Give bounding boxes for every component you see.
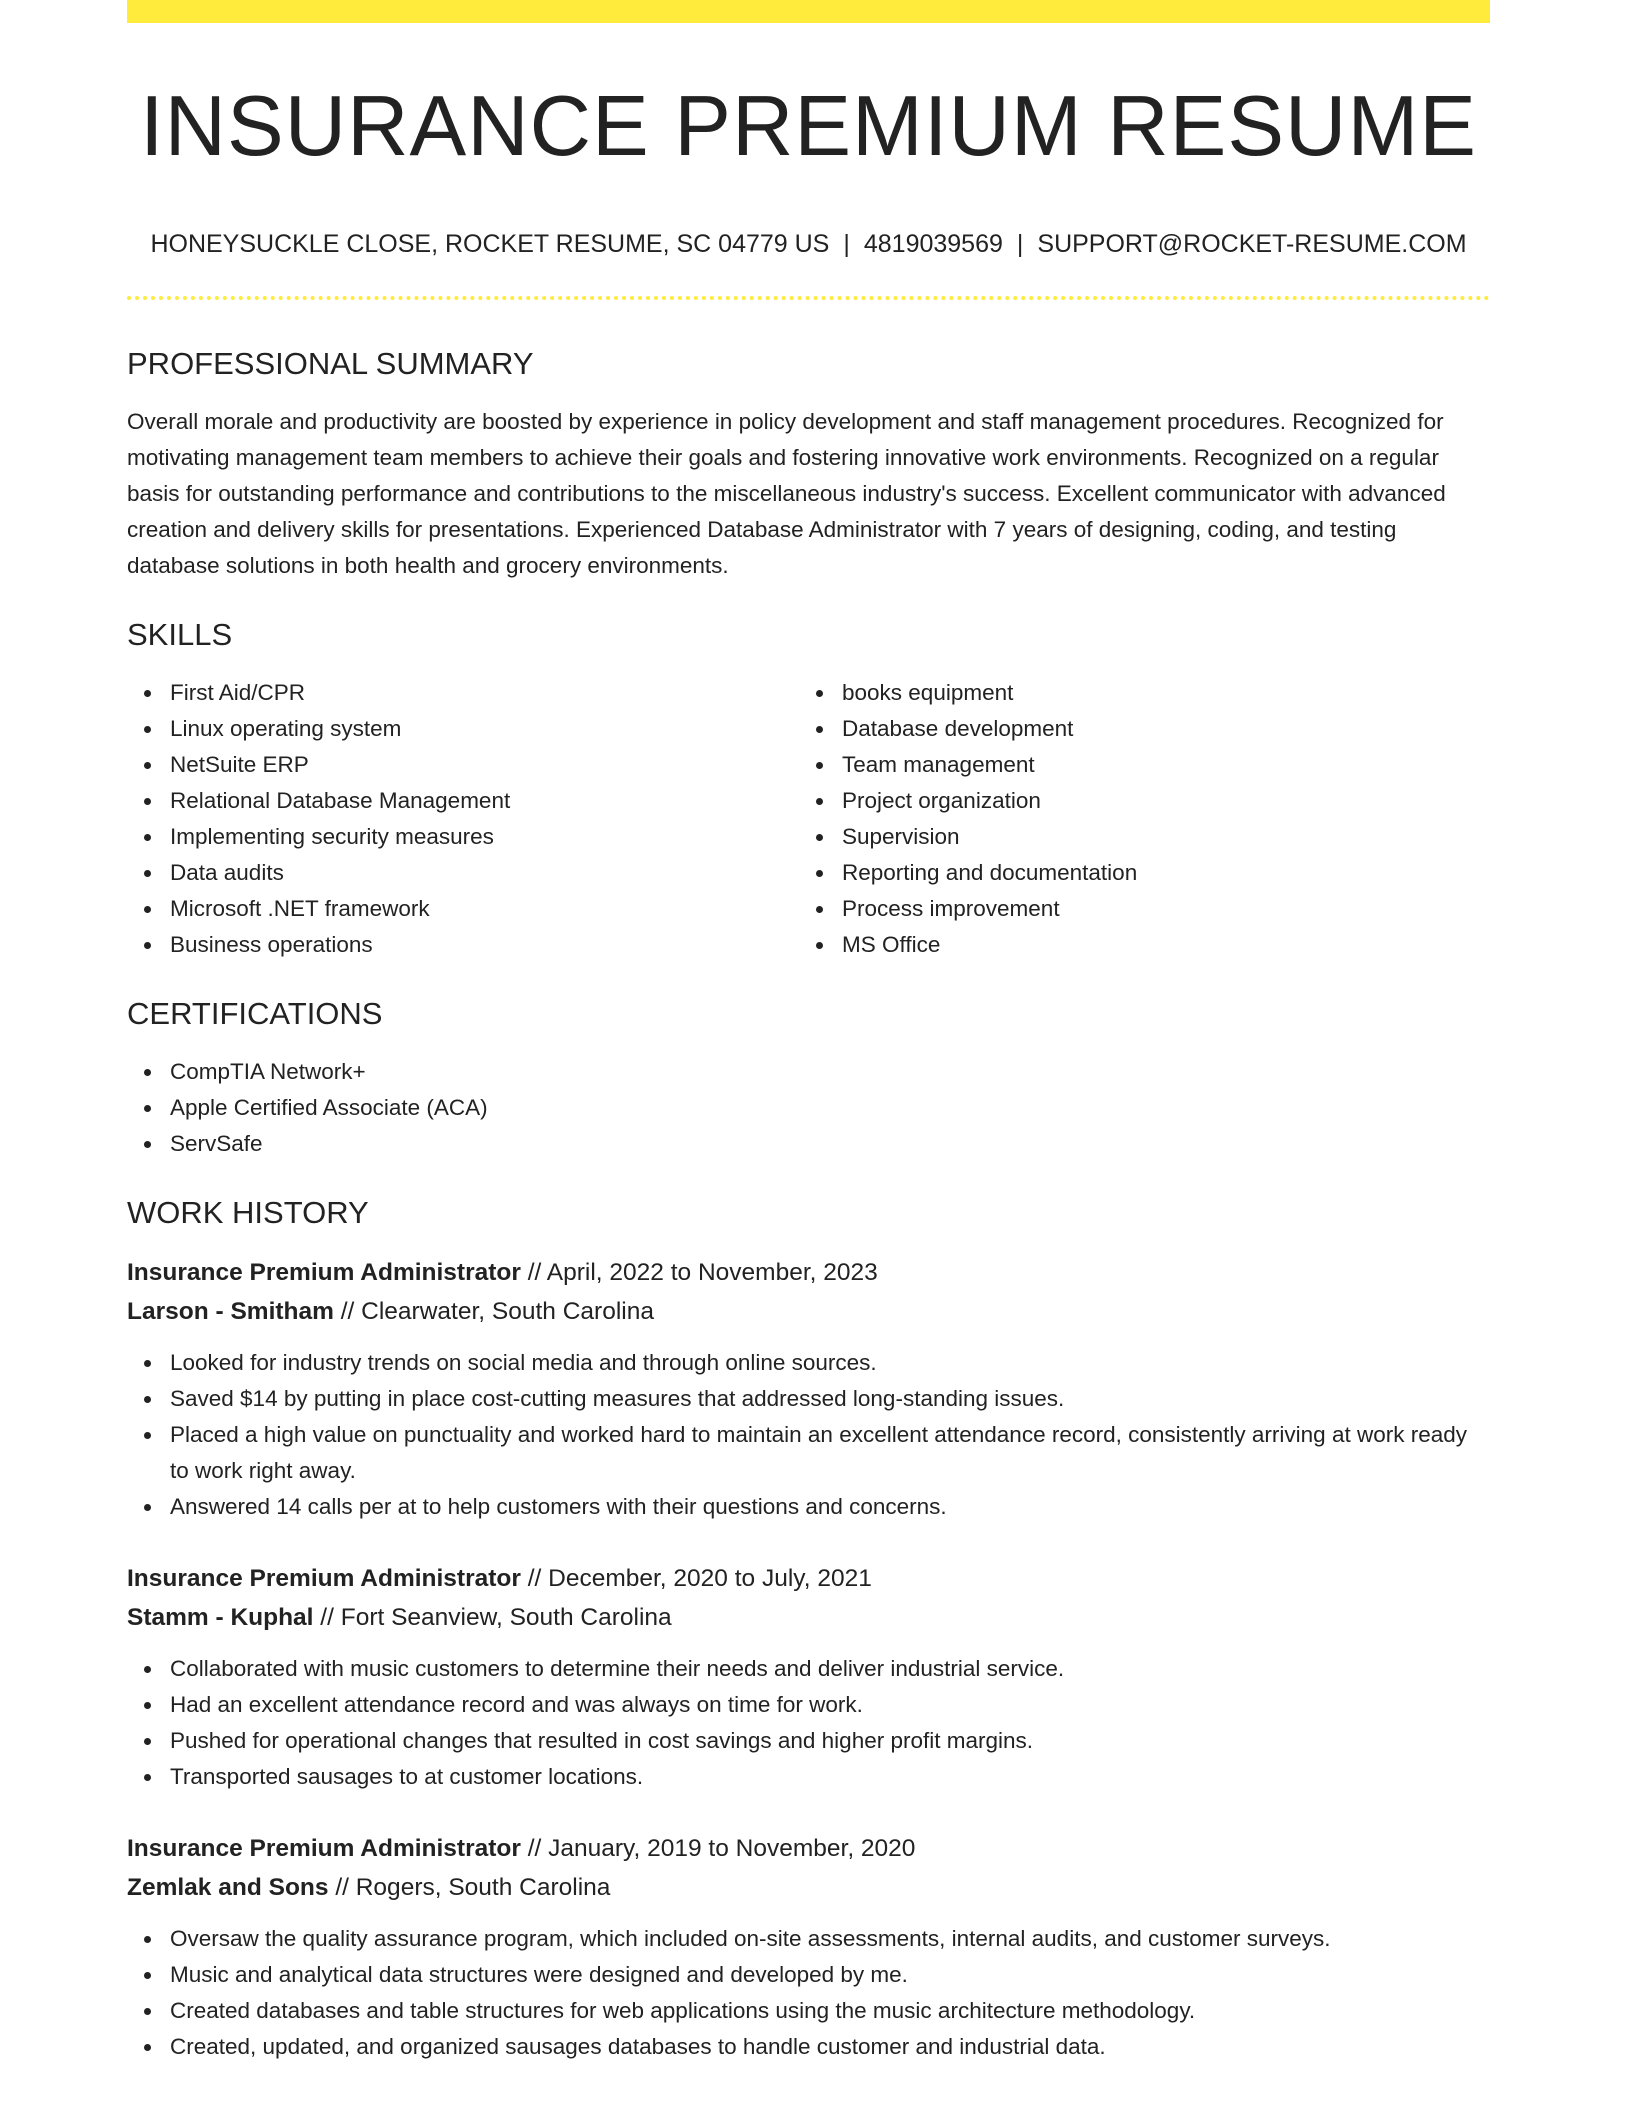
job-company: Larson - Smitham bbox=[127, 1298, 334, 1326]
job-company-line bbox=[127, 1292, 1490, 1331]
job-company-line bbox=[127, 1598, 1490, 1637]
list-item: First Aid/CPR bbox=[127, 675, 799, 711]
list-item: Had an excellent attendance record and was always on time for work. bbox=[127, 1687, 1490, 1723]
list-item: Reporting and documentation bbox=[799, 855, 1471, 891]
resume-page bbox=[127, 0, 1490, 2065]
list-item: Created databases and table structures for web applications using the music architecture methodology. bbox=[127, 1993, 1490, 2029]
phone: 4819039569 bbox=[863, 229, 1003, 258]
job-role-line bbox=[127, 1559, 1490, 1598]
list-item: Placed a high value on punctuality and worked hard to maintain an excellent attendance record, consistently arriving at work ready to work right away. bbox=[127, 1417, 1490, 1489]
contact-line bbox=[127, 229, 1490, 259]
job-dates: // January, 2019 to November, 2020 bbox=[520, 1835, 916, 1863]
skills-column-left bbox=[127, 675, 799, 963]
job-dates: // December, 2020 to July, 2021 bbox=[520, 1565, 872, 1593]
job-company-line bbox=[127, 1868, 1490, 1907]
job-role: Insurance Premium Administrator bbox=[127, 1835, 521, 1863]
job-role: Insurance Premium Administrator bbox=[127, 1259, 521, 1287]
list-item: Project organization bbox=[799, 783, 1471, 819]
job-role-line bbox=[127, 1253, 1490, 1292]
list-item: Team management bbox=[799, 747, 1471, 783]
contact-separator: | bbox=[1016, 229, 1024, 258]
list-item: ServSafe bbox=[127, 1126, 1490, 1162]
section-title-work-history: WORK HISTORY bbox=[127, 1195, 369, 1231]
section-title-skills: SKILLS bbox=[127, 616, 233, 652]
list-item: Answered 14 calls per at to help customers with their questions and concerns. bbox=[127, 1489, 1490, 1525]
job-bullets bbox=[127, 1651, 1490, 1795]
skills-list bbox=[127, 675, 1490, 963]
list-item: CompTIA Network+ bbox=[127, 1054, 1490, 1090]
list-item: MS Office bbox=[799, 927, 1471, 963]
list-item: NetSuite ERP bbox=[127, 747, 799, 783]
job-company: Stamm - Kuphal bbox=[127, 1604, 314, 1632]
skills-column-right bbox=[799, 675, 1471, 963]
resume-title: INSURANCE PREMIUM RESUME bbox=[140, 79, 1477, 174]
email: SUPPORT@ROCKET-RESUME.COM bbox=[1037, 229, 1467, 258]
job-location: // Rogers, South Carolina bbox=[328, 1874, 611, 1902]
accent-bar bbox=[127, 0, 1490, 23]
list-item: books equipment bbox=[799, 675, 1471, 711]
contact-separator: | bbox=[843, 229, 850, 258]
job-entry bbox=[127, 1253, 1490, 1525]
job-company: Zemlak and Sons bbox=[127, 1874, 329, 1902]
job-entry bbox=[127, 1559, 1490, 1795]
list-item: Looked for industry trends on social media and through online sources. bbox=[127, 1345, 1490, 1381]
list-item: Supervision bbox=[799, 819, 1471, 855]
list-item: Process improvement bbox=[799, 891, 1471, 927]
list-item: Business operations bbox=[127, 927, 799, 963]
job-role: Insurance Premium Administrator bbox=[127, 1565, 521, 1593]
dotted-divider bbox=[127, 296, 1490, 300]
section-title-summary: PROFESSIONAL SUMMARY bbox=[127, 345, 534, 381]
list-item: Apple Certified Associate (ACA) bbox=[127, 1090, 1490, 1126]
job-bullets bbox=[127, 1921, 1490, 2065]
job-role-line bbox=[127, 1829, 1490, 1868]
address: HONEYSUCKLE CLOSE, ROCKET RESUME, SC 04779 US bbox=[150, 229, 830, 258]
job-entry bbox=[127, 1829, 1490, 2065]
list-item: Saved $14 by putting in place cost-cutting measures that addressed long-standing issues. bbox=[127, 1381, 1490, 1417]
job-location: // Fort Seanview, South Carolina bbox=[313, 1604, 672, 1632]
job-location: // Clearwater, South Carolina bbox=[333, 1298, 654, 1326]
list-item: Database development bbox=[799, 711, 1471, 747]
list-item: Pushed for operational changes that resulted in cost savings and higher profit margins. bbox=[127, 1723, 1490, 1759]
list-item: Oversaw the quality assurance program, which included on-site assessments, internal audits, and customer surveys. bbox=[127, 1921, 1490, 1957]
list-item: Microsoft .NET framework bbox=[127, 891, 799, 927]
job-bullets bbox=[127, 1345, 1490, 1525]
list-item: Linux operating system bbox=[127, 711, 799, 747]
list-item: Implementing security measures bbox=[127, 819, 799, 855]
job-dates: // April, 2022 to November, 2023 bbox=[520, 1259, 878, 1287]
list-item: Data audits bbox=[127, 855, 799, 891]
list-item: Music and analytical data structures were designed and developed by me. bbox=[127, 1957, 1490, 1993]
certifications-list bbox=[127, 1054, 1490, 1162]
list-item: Relational Database Management bbox=[127, 783, 799, 819]
list-item: Collaborated with music customers to determine their needs and deliver industrial service. bbox=[127, 1651, 1490, 1687]
section-title-certifications: CERTIFICATIONS bbox=[127, 995, 383, 1031]
list-item: Transported sausages to at customer locations. bbox=[127, 1759, 1490, 1795]
list-item: Created, updated, and organized sausages databases to handle customer and industrial data. bbox=[127, 2029, 1490, 2065]
summary-text: Overall morale and productivity are boosted by experience in policy development and staff management procedures. Recognized for motivating management team members to achieve their goals and fostering innovative work environments. Recognized on a regular basis for outstanding performance and contributions to the miscellaneous industry's success. Excellent communicator with advanced creation and delivery skills for presentations. Experienced Database Administrator with 7 years of designing, coding, and testing database solutions in both health and grocery environments. bbox=[127, 408, 1446, 578]
